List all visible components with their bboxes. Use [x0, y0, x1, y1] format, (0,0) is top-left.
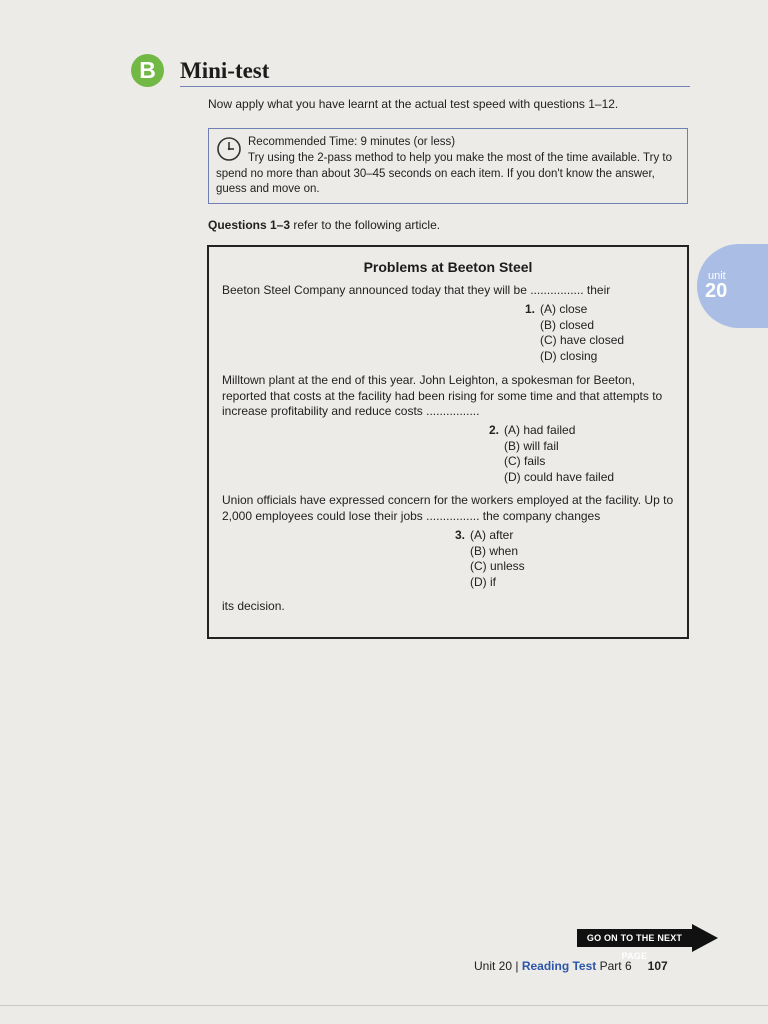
- go-on-banner: GO ON TO THE NEXT PAGE: [577, 929, 692, 947]
- intro-text: Now apply what you have learnt at the actual test speed with questions 1–12.: [208, 97, 619, 111]
- footer-part-name: Reading Test: [521, 959, 597, 973]
- article-paragraph-2: Milltown plant at the end of this year. John Leighton, a spokesman for Beeton, reported that costs at the facility had been rising for some time and that attempts to increase profitability and reduce costs ................: [222, 373, 663, 418]
- tip-heading: Recommended Time: 9 minutes (or less): [248, 136, 456, 148]
- section-badge: B: [131, 54, 164, 87]
- article-paragraph-3: Union officials have expressed concern for the workers employed at the facility. Up to 2,000 employees could lose their jobs ................ the company changes: [222, 493, 674, 523]
- question-2: [473, 423, 614, 485]
- answer-option[interactable]: (D) could have failed: [504, 469, 615, 484]
- recommended-time-box: [208, 128, 688, 204]
- questions-range: Questions 1–3: [208, 218, 291, 232]
- answer-option[interactable]: (A) close: [540, 302, 588, 316]
- question-1: [509, 302, 624, 364]
- article-paragraph-4: its decision.: [222, 599, 285, 613]
- article-box: [207, 245, 689, 639]
- answer-option[interactable]: (D) if: [470, 574, 496, 589]
- answer-option[interactable]: (B) when: [470, 543, 519, 558]
- answer-option[interactable]: (A) after: [470, 528, 514, 542]
- answer-option[interactable]: (C) have closed: [540, 333, 625, 347]
- footer-unit: Unit 20 |: [474, 959, 522, 973]
- question-number: 3.: [454, 528, 465, 542]
- unit-number: 20: [705, 280, 728, 302]
- questions-reference: [208, 218, 440, 232]
- page-number: 107: [647, 959, 668, 973]
- answer-option[interactable]: (D) closing: [540, 348, 598, 363]
- title-rule: [180, 86, 690, 87]
- section-title: Mini-test: [180, 58, 270, 83]
- footer-part: Part 6: [596, 959, 632, 973]
- page-edge-rule: [0, 1005, 768, 1006]
- tip-text: Try using the 2-pass method to help you make the most of the time available. Try to spend no more than about 30–45 seconds on each item. If you don't know the answer, guess and move on.: [216, 152, 673, 195]
- question-3: [439, 528, 525, 590]
- article-title: Problems at Beeton Steel: [363, 259, 533, 275]
- answer-option[interactable]: (C) fails: [504, 454, 546, 468]
- page-footer: [474, 959, 668, 973]
- question-number: 1.: [524, 302, 535, 316]
- answer-option[interactable]: (B) will fail: [504, 438, 559, 453]
- article-paragraph-1: Beeton Steel Company announced today that they will be ................ their: [222, 283, 611, 297]
- answer-option[interactable]: (B) closed: [540, 317, 595, 332]
- questions-ref-text: refer to the following article.: [290, 218, 441, 232]
- question-number: 2.: [488, 423, 499, 437]
- arrow-right-icon: [692, 924, 718, 952]
- answer-option[interactable]: (A) had failed: [504, 423, 576, 437]
- unit-label: unit: [708, 270, 726, 282]
- answer-option[interactable]: (C) unless: [470, 559, 525, 573]
